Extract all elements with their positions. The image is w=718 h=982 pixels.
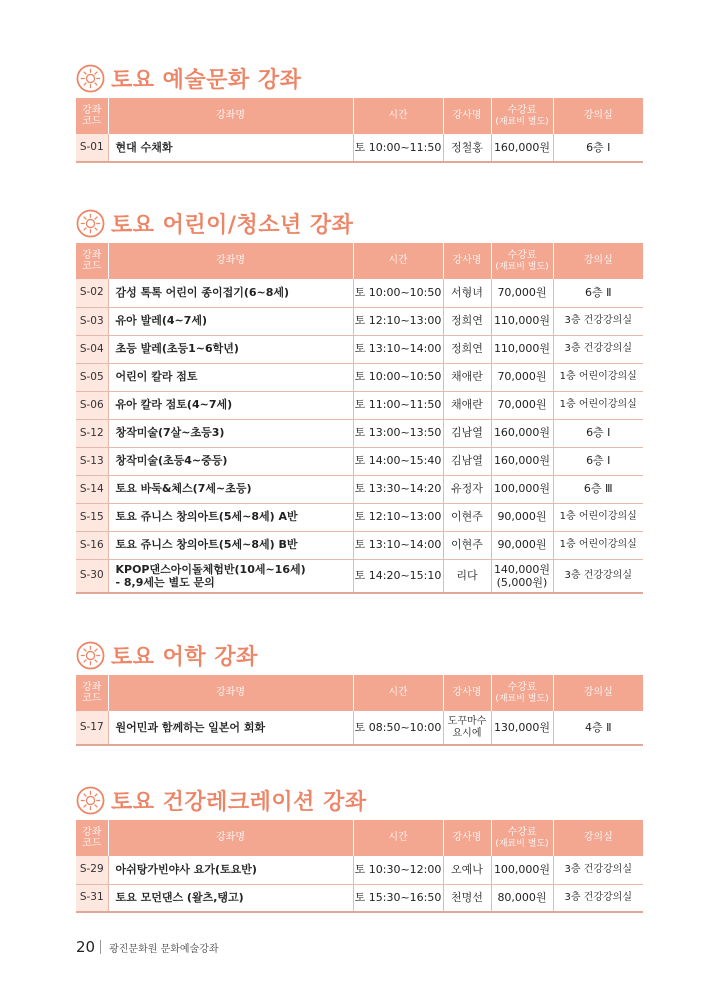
cell-name: 원어민과 함께하는 일본어 회화	[108, 711, 353, 745]
cell-name: KPOP댄스아이돌체험반(10세~16세) - 8,9세는 별도 문의	[108, 559, 353, 593]
cell-fee: 70,000원	[491, 363, 553, 391]
cell-time: 토 15:30~16:50	[353, 884, 443, 912]
table-row	[76, 391, 643, 419]
cell-name: 창작미술(초등4~중등)	[108, 447, 353, 475]
header-fee-main: 수강료	[507, 250, 537, 262]
cell-code: S-31	[76, 884, 108, 912]
cell-code: S-05	[76, 363, 108, 391]
cell-name: 유아 발레(4~7세)	[108, 307, 353, 335]
table-row	[76, 279, 643, 307]
page-footer	[76, 938, 219, 956]
header-room: 강의실	[553, 820, 643, 856]
cell-name: 토요 바둑&체스(7세~초등)	[108, 475, 353, 503]
table-row	[76, 531, 643, 559]
section-title-text: 토요 건강레크레이션 강좌	[111, 789, 367, 815]
cell-time: 토 13:10~14:00	[353, 335, 443, 363]
cell-room: 1층 어린이강의실	[553, 503, 643, 531]
header-fee	[491, 820, 553, 856]
header-time: 시간	[353, 675, 443, 711]
section-title-text: 토요 예술문화 강좌	[111, 67, 302, 93]
header-code: 강좌 코드	[76, 98, 108, 134]
section-title	[76, 635, 643, 675]
cell-name: 창작미술(7살~초등3)	[108, 419, 353, 447]
course-table	[76, 98, 643, 163]
cell-name: 현대 수채화	[108, 134, 353, 162]
cell-room: 6층 Ⅰ	[553, 419, 643, 447]
section-health-recreation	[76, 780, 643, 913]
cell-fee: 70,000원	[491, 279, 553, 307]
cell-instructor: 정희연	[443, 307, 491, 335]
section-title	[76, 203, 643, 243]
header-instructor: 강사명	[443, 243, 491, 279]
header-fee-sub: (재료비 별도)	[495, 116, 549, 127]
header-fee-sub: (재료비 별도)	[495, 693, 549, 704]
header-instructor: 강사명	[443, 675, 491, 711]
header-code: 강좌 코드	[76, 675, 108, 711]
section-kids-youth	[76, 203, 643, 594]
cell-time: 토 10:00~10:50	[353, 279, 443, 307]
cell-instructor: 리다	[443, 559, 491, 593]
cell-fee: 160,000원	[491, 134, 553, 162]
cell-fee: 70,000원	[491, 391, 553, 419]
header-name: 강좌명	[108, 243, 353, 279]
cell-name: 유아 칼라 점토(4~7세)	[108, 391, 353, 419]
table-row	[76, 335, 643, 363]
cell-room: 3층 건강강의실	[553, 884, 643, 912]
header-fee-sub: (재료비 별도)	[495, 838, 549, 849]
sun-icon	[76, 641, 105, 670]
table-row	[76, 711, 643, 745]
cell-fee: 100,000원	[491, 475, 553, 503]
cell-time: 토 14:00~15:40	[353, 447, 443, 475]
cell-room: 3층 건강강의실	[553, 559, 643, 593]
footer-divider	[100, 940, 101, 954]
cell-name: 토요 쥬니스 창의아트(5세~8세) B반	[108, 531, 353, 559]
header-fee-main: 수강료	[507, 105, 537, 117]
cell-room: 1층 어린이강의실	[553, 531, 643, 559]
cell-fee: 110,000원	[491, 307, 553, 335]
cell-fee: 130,000원	[491, 711, 553, 745]
cell-code: S-04	[76, 335, 108, 363]
section-title	[76, 58, 643, 98]
cell-instructor: 채애란	[443, 363, 491, 391]
cell-name: 감성 톡톡 어린이 종이접기(6~8세)	[108, 279, 353, 307]
cell-code: S-03	[76, 307, 108, 335]
cell-room: 6층 Ⅰ	[553, 447, 643, 475]
cell-time: 토 12:10~13:00	[353, 503, 443, 531]
cell-time: 토 13:30~14:20	[353, 475, 443, 503]
cell-instructor: 김남열	[443, 419, 491, 447]
cell-room: 6층 Ⅰ	[553, 134, 643, 162]
header-fee-main: 수강료	[507, 682, 537, 694]
cell-code: S-16	[76, 531, 108, 559]
cell-code: S-13	[76, 447, 108, 475]
cell-name: 토요 쥬니스 창의아트(5세~8세) A반	[108, 503, 353, 531]
table-row	[76, 884, 643, 912]
header-time: 시간	[353, 98, 443, 134]
cell-fee: 140,000원 (5,000원)	[491, 559, 553, 593]
cell-room: 3층 건강강의실	[553, 335, 643, 363]
cell-time: 토 13:10~14:00	[353, 531, 443, 559]
sun-icon	[76, 209, 105, 238]
footer-text: 광진문화원 문화예술강좌	[109, 943, 219, 955]
cell-code: S-06	[76, 391, 108, 419]
table-row	[76, 419, 643, 447]
cell-code: S-14	[76, 475, 108, 503]
course-table	[76, 820, 643, 913]
table-row	[76, 475, 643, 503]
header-code: 강좌 코드	[76, 820, 108, 856]
page-number: 20	[76, 938, 96, 956]
cell-time: 토 11:00~11:50	[353, 391, 443, 419]
cell-name: 토요 모던댄스 (왈츠,탱고)	[108, 884, 353, 912]
cell-instructor: 서형녀	[443, 279, 491, 307]
table-row	[76, 856, 643, 884]
cell-name: 초등 발레(초등1~6학년)	[108, 335, 353, 363]
table-header-row	[76, 98, 643, 134]
header-fee-sub: (재료비 별도)	[495, 261, 549, 272]
cell-room: 3층 건강강의실	[553, 856, 643, 884]
sun-icon	[76, 786, 105, 815]
table-row	[76, 559, 643, 593]
section-title-text: 토요 어린이/청소년 강좌	[111, 212, 354, 238]
cell-fee: 90,000원	[491, 503, 553, 531]
header-time: 시간	[353, 243, 443, 279]
table-row	[76, 363, 643, 391]
cell-fee: 160,000원	[491, 419, 553, 447]
course-table	[76, 243, 643, 594]
cell-time: 토 13:00~13:50	[353, 419, 443, 447]
header-time: 시간	[353, 820, 443, 856]
table-header-row	[76, 820, 643, 856]
cell-room: 1층 어린이강의실	[553, 391, 643, 419]
table-header-row	[76, 675, 643, 711]
header-fee	[491, 243, 553, 279]
section-title	[76, 780, 643, 820]
table-header-row	[76, 243, 643, 279]
cell-instructor: 이현주	[443, 531, 491, 559]
table-row	[76, 447, 643, 475]
cell-code: S-01	[76, 134, 108, 162]
cell-name: 아쉬탕가빈야사 요가(토요반)	[108, 856, 353, 884]
cell-instructor: 도꾸마수 요시에	[443, 711, 491, 745]
cell-fee: 80,000원	[491, 884, 553, 912]
table-row	[76, 307, 643, 335]
cell-fee: 110,000원	[491, 335, 553, 363]
cell-time: 토 14:20~15:10	[353, 559, 443, 593]
cell-instructor: 정희연	[443, 335, 491, 363]
cell-time: 토 12:10~13:00	[353, 307, 443, 335]
section-title-text: 토요 어학 강좌	[111, 644, 258, 670]
cell-room: 4층 Ⅱ	[553, 711, 643, 745]
table-row	[76, 134, 643, 162]
header-name: 강좌명	[108, 820, 353, 856]
cell-time: 토 10:00~10:50	[353, 363, 443, 391]
cell-time: 토 10:30~12:00	[353, 856, 443, 884]
cell-code: S-12	[76, 419, 108, 447]
header-fee	[491, 98, 553, 134]
header-room: 강의실	[553, 675, 643, 711]
cell-instructor: 천명선	[443, 884, 491, 912]
header-name: 강좌명	[108, 675, 353, 711]
cell-instructor: 정철홍	[443, 134, 491, 162]
cell-code: S-30	[76, 559, 108, 593]
section-art-culture	[76, 58, 643, 163]
cell-instructor: 김남열	[443, 447, 491, 475]
cell-time: 토 08:50~10:00	[353, 711, 443, 745]
course-table	[76, 675, 643, 746]
header-fee	[491, 675, 553, 711]
cell-room: 1층 어린이강의실	[553, 363, 643, 391]
cell-code: S-29	[76, 856, 108, 884]
cell-room: 6층 Ⅱ	[553, 279, 643, 307]
cell-instructor: 유정자	[443, 475, 491, 503]
header-room: 강의실	[553, 98, 643, 134]
cell-room: 3층 건강강의실	[553, 307, 643, 335]
cell-fee: 100,000원	[491, 856, 553, 884]
header-name: 강좌명	[108, 98, 353, 134]
sun-icon	[76, 64, 105, 93]
cell-code: S-17	[76, 711, 108, 745]
header-instructor: 강사명	[443, 98, 491, 134]
cell-code: S-15	[76, 503, 108, 531]
table-row	[76, 503, 643, 531]
header-instructor: 강사명	[443, 820, 491, 856]
cell-name: 어린이 칼라 점토	[108, 363, 353, 391]
section-language	[76, 635, 643, 746]
header-fee-main: 수강료	[507, 827, 537, 839]
cell-time: 토 10:00~11:50	[353, 134, 443, 162]
cell-instructor: 오예나	[443, 856, 491, 884]
header-room: 강의실	[553, 243, 643, 279]
cell-instructor: 채애란	[443, 391, 491, 419]
cell-room: 6층 Ⅲ	[553, 475, 643, 503]
cell-fee: 160,000원	[491, 447, 553, 475]
cell-code: S-02	[76, 279, 108, 307]
header-code: 강좌 코드	[76, 243, 108, 279]
cell-fee: 90,000원	[491, 531, 553, 559]
cell-instructor: 이현주	[443, 503, 491, 531]
